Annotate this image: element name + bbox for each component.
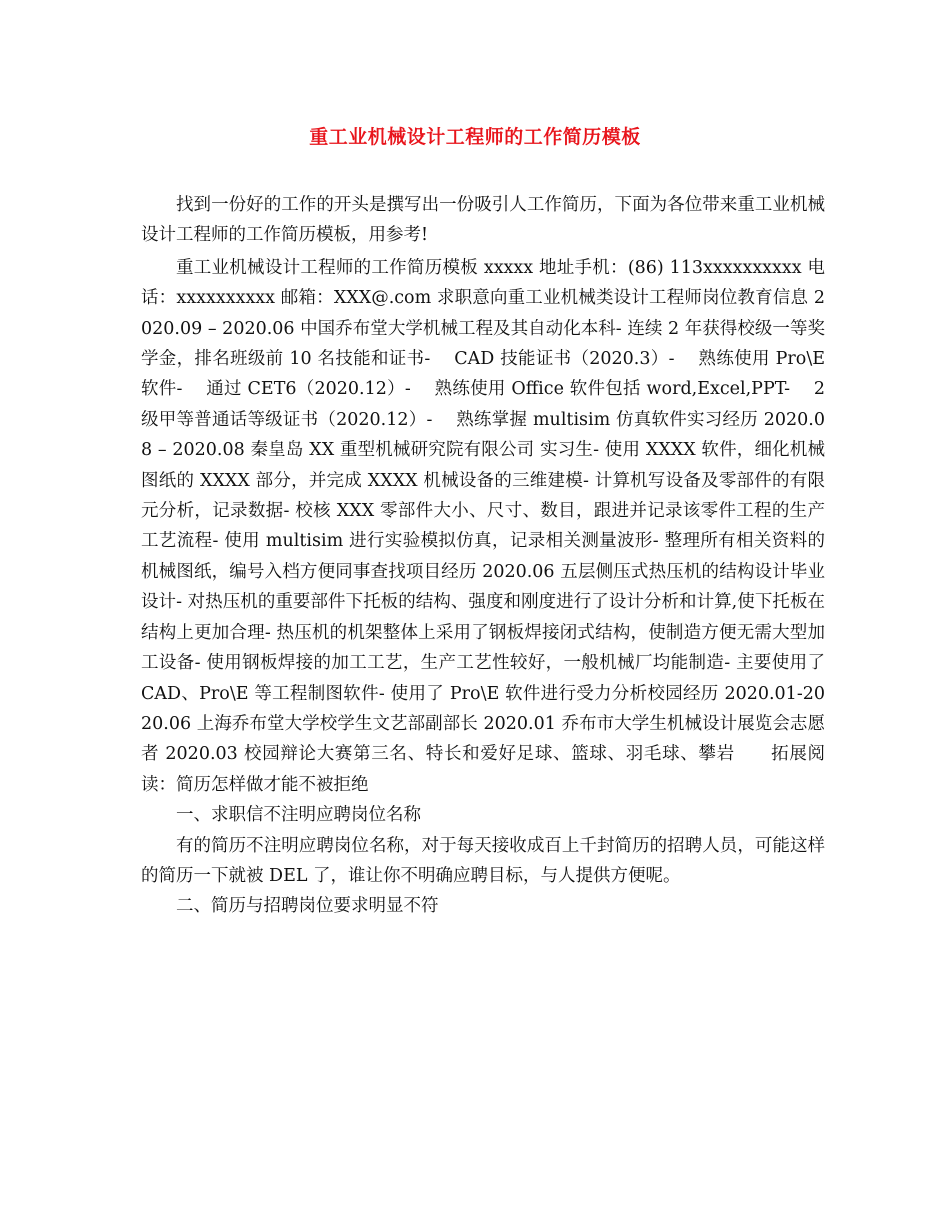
section-heading-2: 二、简历与招聘岗位要求明显不符 bbox=[176, 896, 439, 917]
document-body bbox=[141, 190, 825, 922]
document-title: 重工业机械设计工程师的工作简历模板 bbox=[309, 126, 641, 148]
section-paragraph-1: 有的简历不注明应聘岗位名称，对于每天接收成百上千封简历的招聘人员，可能这样的简历一下就被 DEL 了，谁让你不明确应聘目标，与人提供方便呢。 bbox=[141, 835, 825, 886]
resume-paragraph: 重工业机械设计工程师的工作简历模板 xxxxx 地址手机：(86) 113xxxxxxxxxx 电话：xxxxxxxxxx 邮箱：XXX@.com 求职意向重工业机械类设计工程师岗位教育信息 2020.09 – 2020.06 中国乔布堂大学机械工程及其自动化本科- 连续 2 年获得校级一等奖学金，排名班级前 10 名技能和证书- CAD 技能证书（2020.3）- 熟练使用 Pro\E 软件- 通过 CET6（2020.12）- 熟练使用 Office 软件包括 word,Excel,PPT- 2 级甲等普通话等级证书（2020.12）- 熟练掌握 multisim 仿真软件实习经历 2020.08 – 2020.08 秦皇岛 XX 重型机械研究院有限公司 实习生- 使用 XXXX 软件，细化机械图纸的 XXXX 部分，并完成 XXXX 机械设备的三维建模- 计算机写设备及零部件的有限元分析，记录数据- 校核 XXX 零部件大小、尺寸、数目，跟进并记录该零件工程的生产工艺流程- 使用 multisim 进行实验模拟仿真，记录相关测量波形- 整理所有相关资料的机械图纸，编号入档方便同事查找项目经历 2020.06 五层侧压式热压机的结构设计毕业设计- 对热压机的重要部件下托板的结构、强度和刚度进行了设计分析和计算,使下托板在结构上更加合理- 热压机的机架整体上采用了钢板焊接闭式结构，使制造方便无需大型加工设备- 使用钢板焊接的加工工艺，生产工艺性较好，一般机械厂均能制造- 主要使用了 CAD、Pro\E 等工程制图软件- 使用了 Pro\E 软件进行受力分析校园经历 2020.01-2020.06 上海乔布堂大学校学生文艺部副部长 2020.01 乔布市大学生机械设计展览会志愿者 2020.03 校园辩论大赛第三名、特长和爱好足球、篮球、羽毛球、攀岩 拓展阅读：简历怎样做才能不被拒绝 bbox=[141, 257, 825, 795]
intro-paragraph: 找到一份好的工作的开头是撰写出一份吸引人工作简历，下面为各位带来重工业机械设计工程师的工作简历模板，用参考! bbox=[141, 195, 825, 246]
section-heading-1: 一、求职信不注明应聘岗位名称 bbox=[176, 805, 421, 826]
